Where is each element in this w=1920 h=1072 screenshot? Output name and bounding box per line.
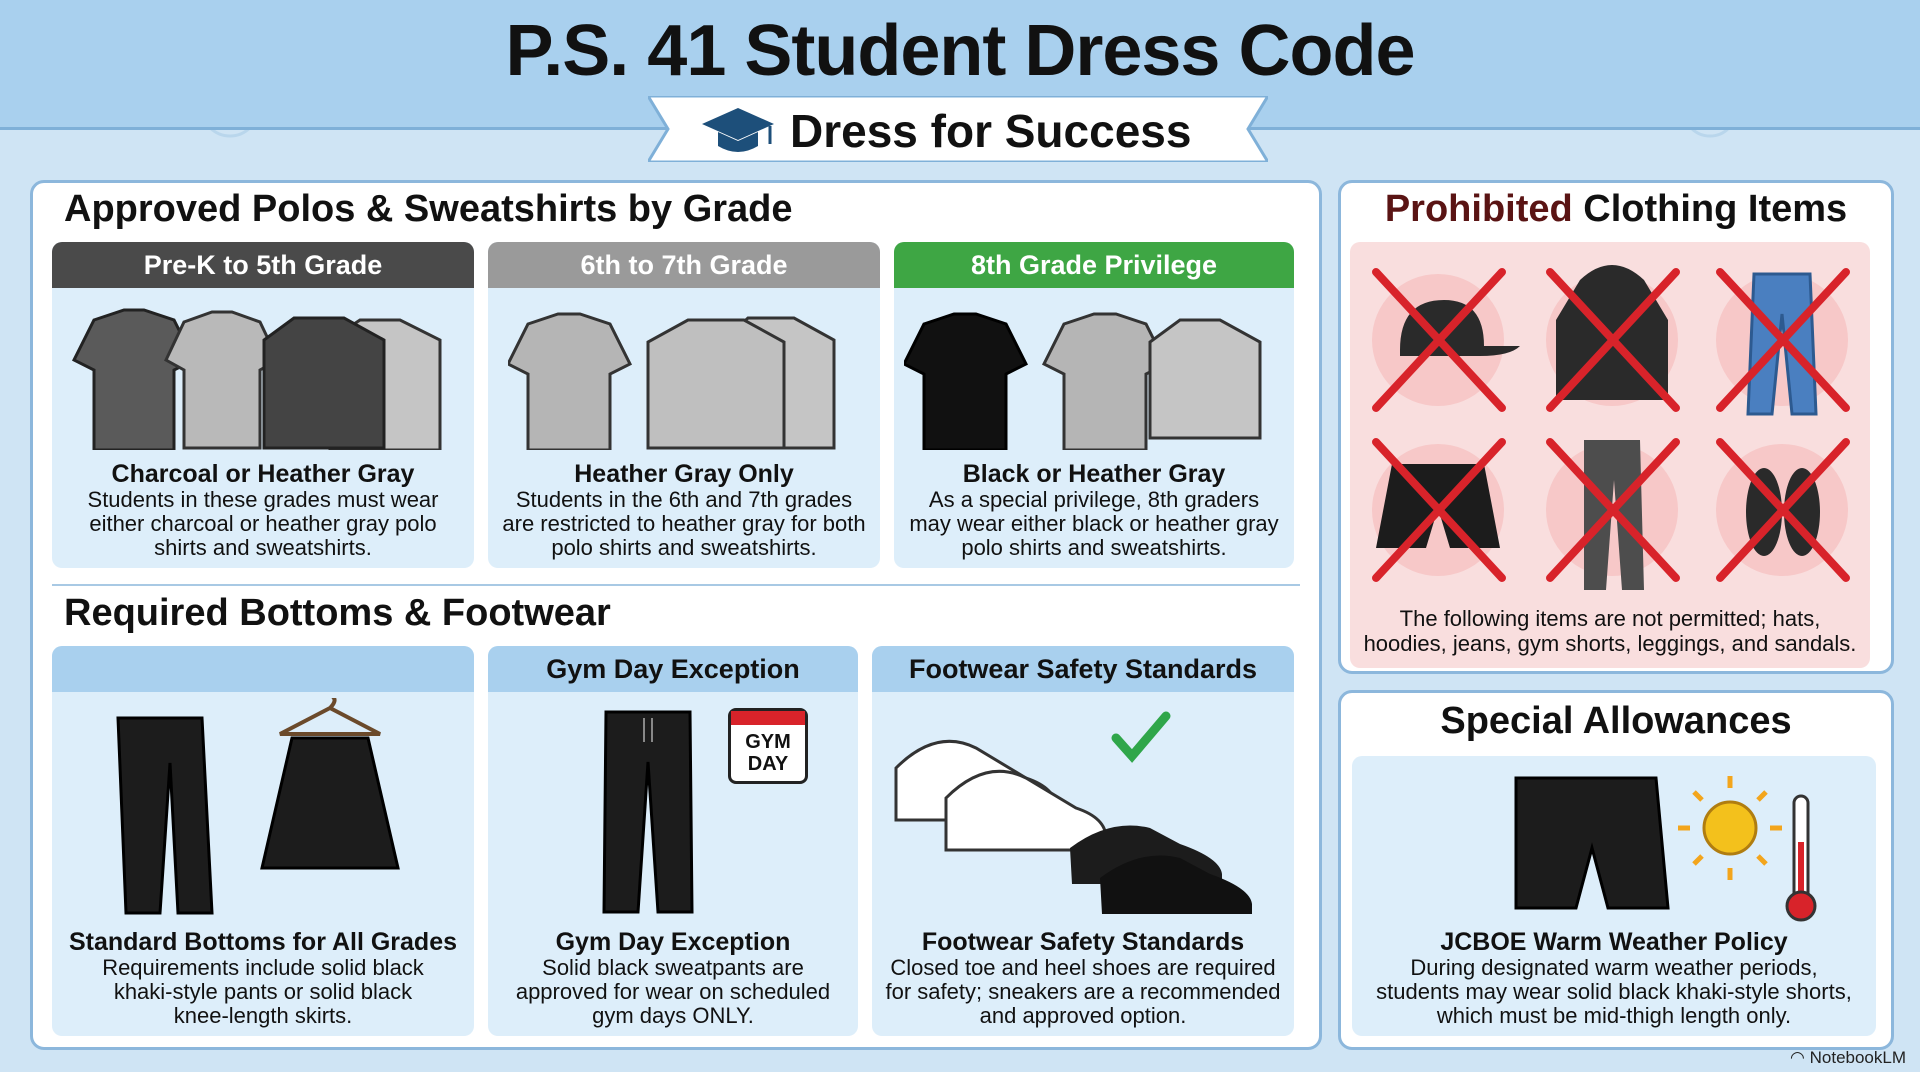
card-header: Footwear Safety Standards	[872, 646, 1294, 692]
prohibited-title-emph: Prohibited	[1384, 188, 1573, 230]
section-divider	[52, 584, 1300, 586]
calendar-text-2: DAY	[747, 753, 789, 775]
grade-card-desc-2: either charcoal or heather gray polo	[89, 511, 437, 536]
card-desc-1: Closed toe and heel shoes are required	[890, 955, 1276, 980]
standard-bottoms-card	[52, 646, 474, 1036]
card-header	[52, 646, 474, 692]
card-header: Gym Day Exception	[488, 646, 858, 692]
grade-card-title: Charcoal or Heather Gray	[111, 460, 415, 488]
card-desc-3: knee-length skirts.	[173, 1003, 353, 1028]
shorts-sun-thermometer-icon	[1512, 772, 1832, 932]
card-body	[52, 928, 474, 1028]
gym-day-card	[488, 646, 858, 1036]
grade-card-title: Black or Heather Gray	[962, 460, 1226, 488]
prohibited-title-rest: Clothing Items	[1572, 188, 1848, 230]
allowances-title: Special Allowances	[1440, 700, 1792, 742]
pants-skirt-icon	[102, 698, 432, 918]
grade-card-desc-3: polo shirts and sweatshirts.	[551, 535, 817, 560]
grade-card-desc-3: polo shirts and sweatshirts.	[961, 535, 1227, 560]
sneakers-shoes-icon	[890, 708, 1280, 938]
grade-card-body	[52, 460, 474, 560]
notebooklm-logo-icon: ◠	[1790, 1048, 1805, 1067]
grade-card-desc-1: Students in these grades must wear	[87, 487, 439, 512]
grade-card-header: 6th to 7th Grade	[488, 242, 880, 288]
grade-card-body	[488, 460, 880, 560]
black-gray-shirts-icon	[904, 300, 1284, 450]
brand-label: NotebookLM	[1809, 1048, 1906, 1067]
grade-card-title: Heather Gray Only	[574, 460, 794, 488]
policy-title: JCBOE Warm Weather Policy	[1440, 928, 1788, 956]
card-desc-2: approved for wear on scheduled	[515, 979, 831, 1004]
grade-card-desc-2: are restricted to heather gray for both	[502, 511, 866, 536]
heather-gray-shirts-icon	[508, 300, 868, 450]
notebooklm-brand	[1790, 1048, 1906, 1068]
policy-desc-3: which must be mid-thigh length only.	[1436, 1003, 1792, 1028]
card-body	[1352, 928, 1876, 1028]
card-title: Standard Bottoms for All Grades	[68, 928, 457, 956]
card-desc-2: khaki-style pants or solid black	[113, 979, 413, 1004]
calendar-text-1: GYM	[745, 731, 791, 753]
calendar-top-bar	[731, 711, 805, 725]
grade-card-prek-5	[52, 242, 474, 568]
warm-weather-card	[1352, 756, 1876, 1036]
policy-desc-2: students may wear solid black khaki-style shorts,	[1376, 979, 1852, 1004]
grade-card-header: 8th Grade Privilege	[894, 242, 1294, 288]
policy-desc-1: During designated warm weather periods,	[1410, 955, 1818, 980]
grade-card-header: Pre-K to 5th Grade	[52, 242, 474, 288]
ribbon-label: Dress for Success	[790, 105, 1192, 157]
card-desc-2: for safety; sneakers are a recommended	[885, 979, 1281, 1004]
card-desc-3: gym days ONLY.	[592, 1003, 754, 1028]
prohibited-note	[1350, 606, 1870, 656]
charcoal-gray-shirts-icon	[64, 300, 464, 450]
grade-card-desc-1: As a special privilege, 8th graders	[928, 487, 1260, 512]
grade-card-desc-1: Students in the 6th and 7th grades	[515, 487, 853, 512]
grade-card-6-7	[488, 242, 880, 568]
gym-day-calendar-icon	[728, 708, 808, 784]
prohibited-title	[1338, 188, 1894, 231]
prohibited-note-2: hoodies, jeans, gym shorts, leggings, and sandals.	[1363, 631, 1857, 656]
card-body	[488, 928, 858, 1028]
card-title: Footwear Safety Standards	[921, 928, 1245, 956]
prohibited-items-grid	[1350, 250, 1870, 600]
prohibited-note-1: The following items are not permitted; hats,	[1399, 606, 1821, 631]
card-body	[872, 928, 1294, 1028]
grade-card-desc-3: shirts and sweatshirts.	[154, 535, 372, 560]
card-desc-1: Solid black sweatpants are	[542, 955, 804, 980]
card-desc-1: Requirements include solid black	[102, 955, 424, 980]
bottoms-section-title: Required Bottoms & Footwear	[64, 592, 611, 634]
sweatpants-icon	[598, 704, 698, 924]
card-desc-3: and approved option.	[979, 1003, 1187, 1028]
page-title: P.S. 41 Student Dress Code	[505, 11, 1415, 91]
grade-card-desc-2: may wear either black or heather gray	[909, 511, 1279, 536]
card-title: Gym Day Exception	[555, 928, 791, 956]
footwear-card	[872, 646, 1294, 1036]
graduation-cap-icon	[700, 104, 776, 160]
grade-card-8	[894, 242, 1294, 568]
polos-section-title: Approved Polos & Sweatshirts by Grade	[64, 188, 793, 230]
grade-card-body	[894, 460, 1294, 560]
